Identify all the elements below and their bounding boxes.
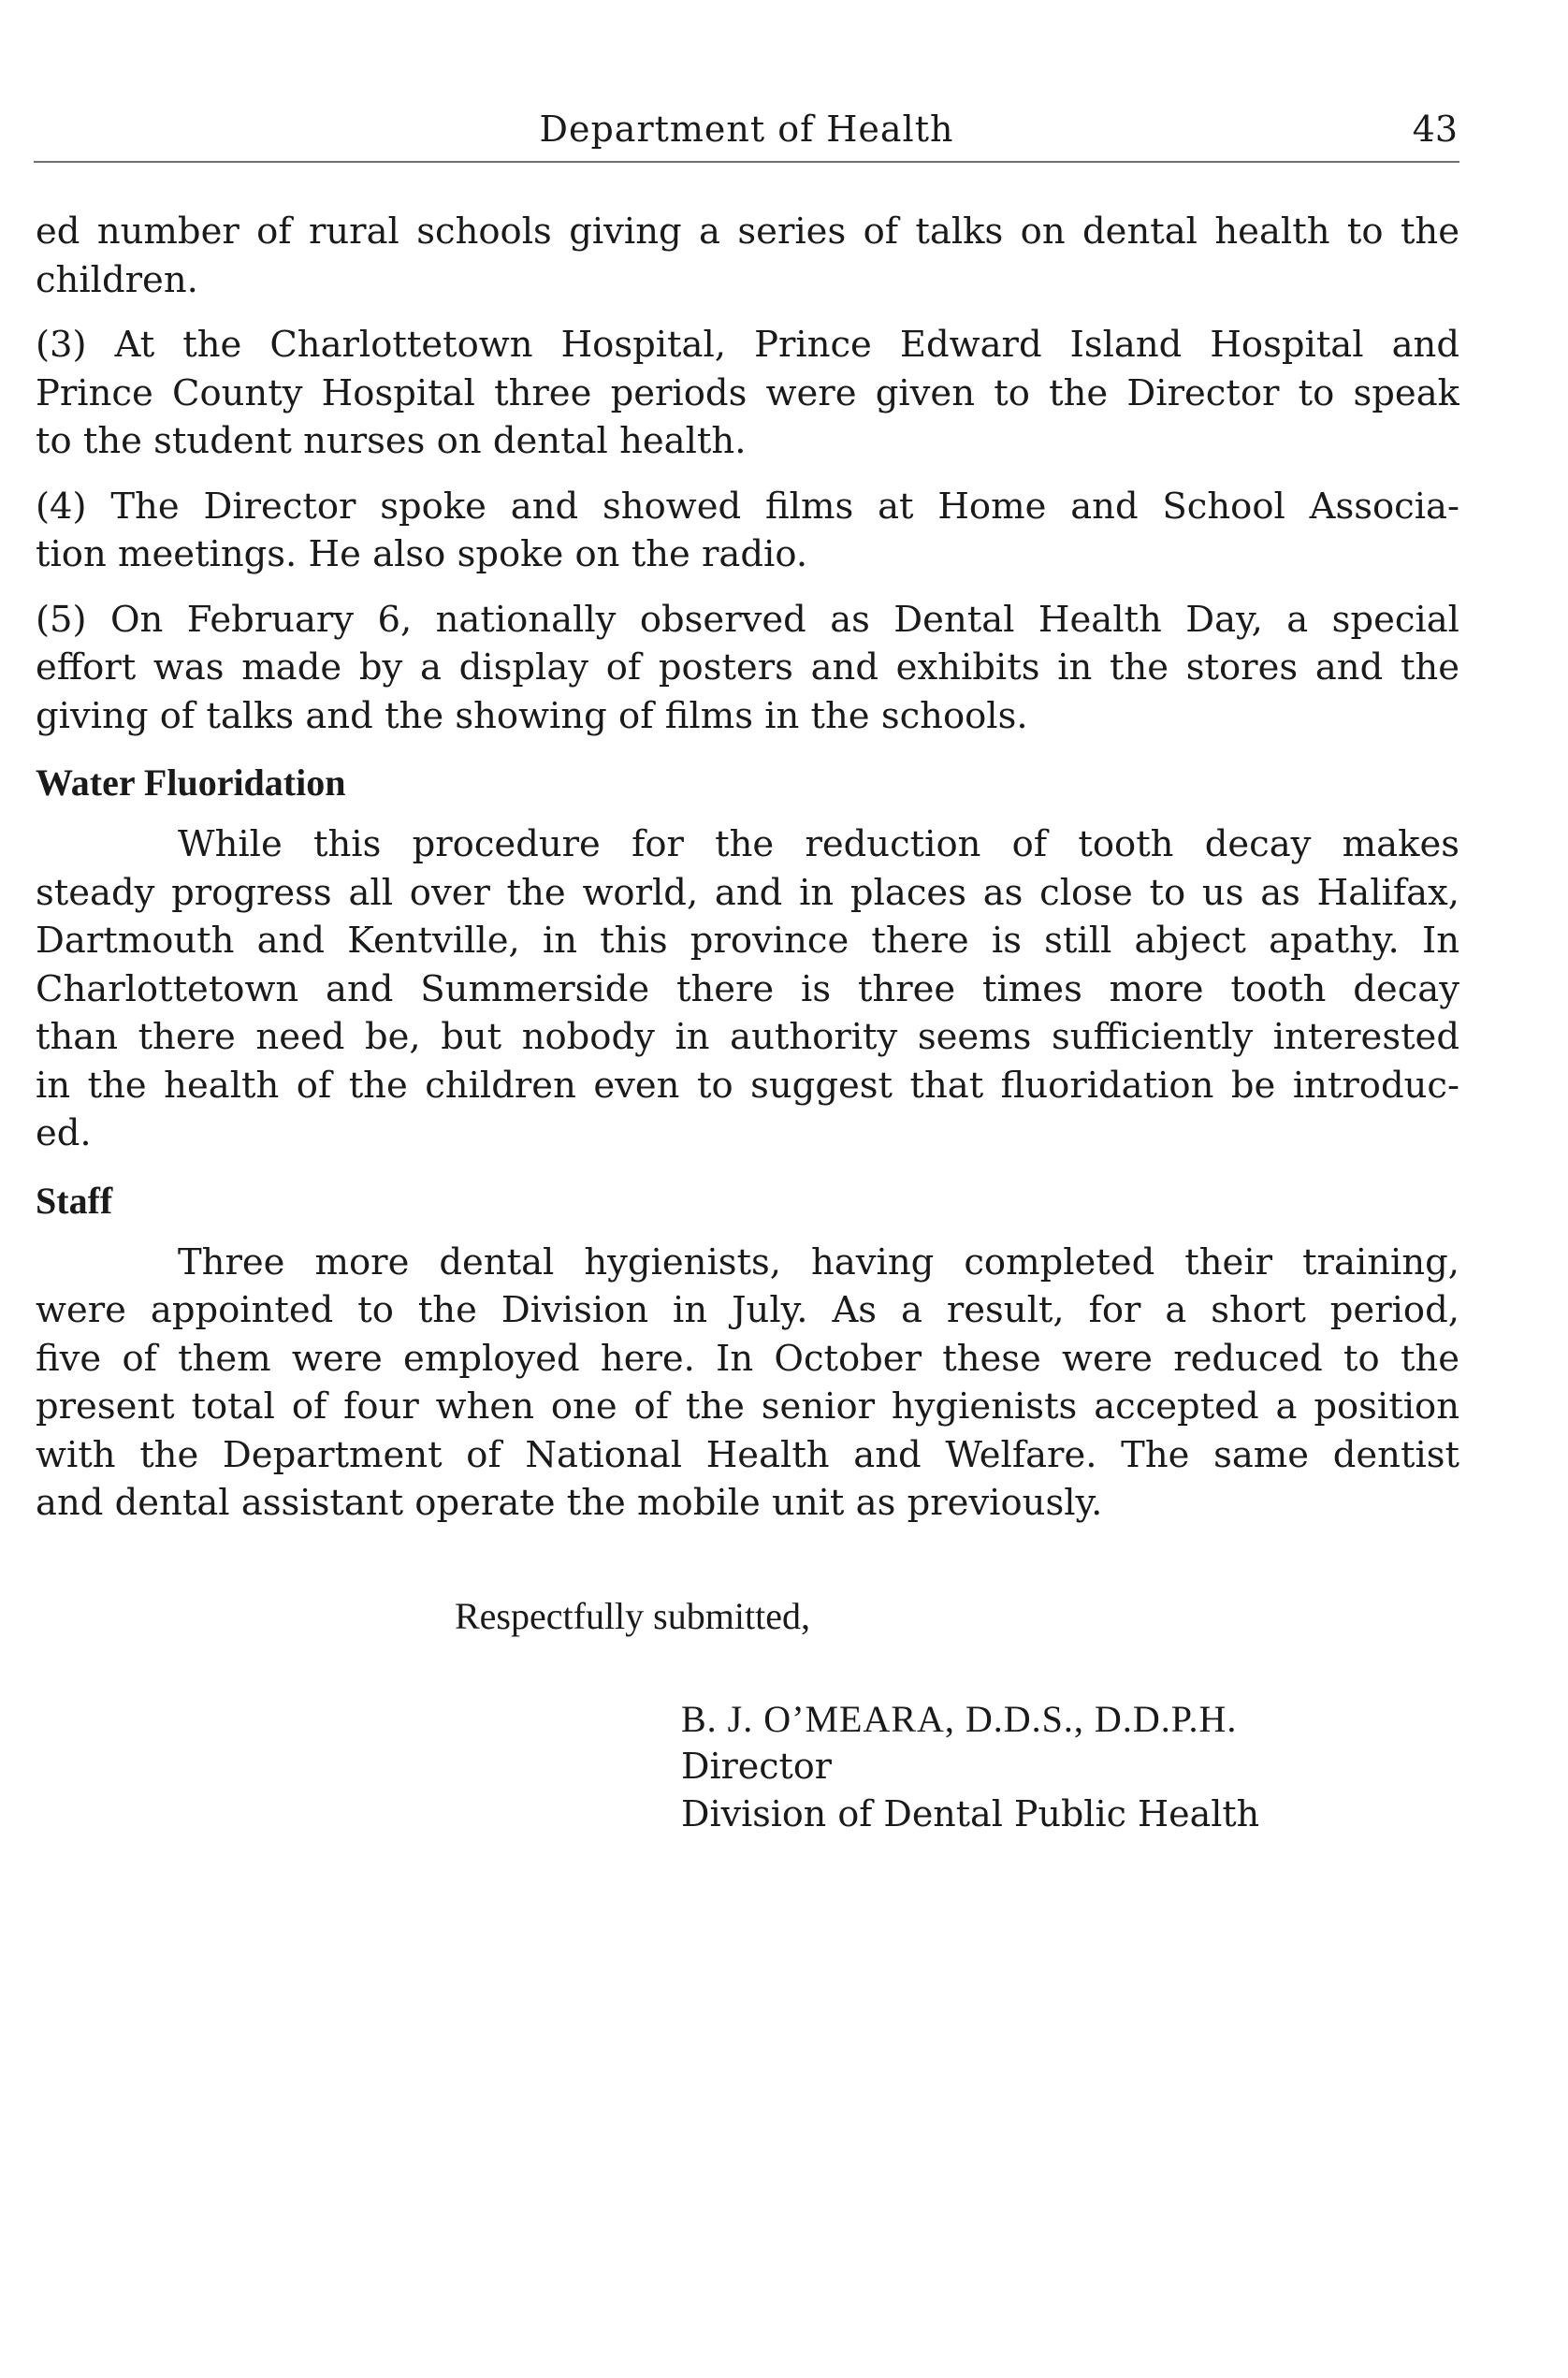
running-header xyxy=(34,105,1459,163)
signatory-name: B. J. O’MEARA, D.D.S., D.D.P.H. xyxy=(681,1698,1238,1740)
text-line: effort was made by a display of posters and exhibits in the stores and the xyxy=(36,646,1459,689)
section-heading-staff: Staff xyxy=(36,1179,113,1222)
text-line: children. xyxy=(36,258,198,301)
text-line: giving of talks and the showing of films in the schools. xyxy=(36,694,1028,737)
text-line: Dartmouth and Kentville, in this province there is still abject apathy. In xyxy=(36,920,1459,962)
header-title: Department of Health xyxy=(539,109,954,150)
signatory-division: Division of Dental Public Health xyxy=(681,1793,1260,1834)
text-line: and dental assistant operate the mobile unit as previously. xyxy=(36,1482,1103,1524)
text-line: ed. xyxy=(36,1112,92,1154)
text-line: with the Department of National Health and Welfare. The same dentist xyxy=(36,1433,1459,1476)
paragraph-staff xyxy=(36,1239,1459,1528)
section-heading-water-fluoridation: Water Fluoridation xyxy=(36,761,346,804)
text-line: were appointed to the Division in July. As a result, for a short period, xyxy=(36,1289,1459,1331)
text-line: (3) At the Charlottetown Hospital, Prince Edward Island Hospital and xyxy=(36,324,1459,366)
page-number: 43 xyxy=(1412,109,1458,150)
document-body xyxy=(36,208,1459,1544)
text-line: five of them were employed here. In October these were reduced to the xyxy=(36,1337,1459,1380)
text-line: steady progress all over the world, and in places as close to us as Halifax, xyxy=(36,871,1459,914)
text-line: in the health of the children even to suggest that fluoridation be introduc- xyxy=(36,1064,1459,1107)
text-line: to the student nurses on dental health. xyxy=(36,420,747,462)
text-line: than there need be, but nobody in authority seems sufficiently interested xyxy=(36,1016,1459,1058)
text-line: ed number of rural schools giving a series of talks on dental health to the xyxy=(36,210,1459,253)
signature-block xyxy=(681,1695,1259,1838)
signatory-role: Director xyxy=(681,1746,832,1787)
paragraph-water-fluoridation xyxy=(36,820,1459,1158)
paragraph-item-5 xyxy=(36,596,1459,741)
text-line: present total of four when one of the senior hygienists accepted a position xyxy=(36,1385,1459,1428)
text-line: Prince County Hospital three periods were given to the Director to speak xyxy=(36,371,1459,414)
paragraph-item-4 xyxy=(36,483,1459,579)
signoff: Respectfully submitted, xyxy=(455,1595,810,1637)
text-line: tion meetings. He also spoke on the radio. xyxy=(36,533,808,575)
text-line: Charlottetown and Summerside there is three times more tooth decay xyxy=(36,967,1459,1010)
text-line: (5) On February 6, nationally observed as Dental Health Day, a special xyxy=(36,598,1459,641)
text-line: (4) The Director spoke and showed films at Home and School Associa- xyxy=(36,485,1459,528)
text-line: Three more dental hygienists, having completed their training, xyxy=(178,1240,1459,1283)
paragraph-continuation xyxy=(36,208,1459,304)
text-line: While this procedure for the reduction of tooth decay makes xyxy=(178,823,1459,865)
paragraph-item-3 xyxy=(36,321,1459,466)
